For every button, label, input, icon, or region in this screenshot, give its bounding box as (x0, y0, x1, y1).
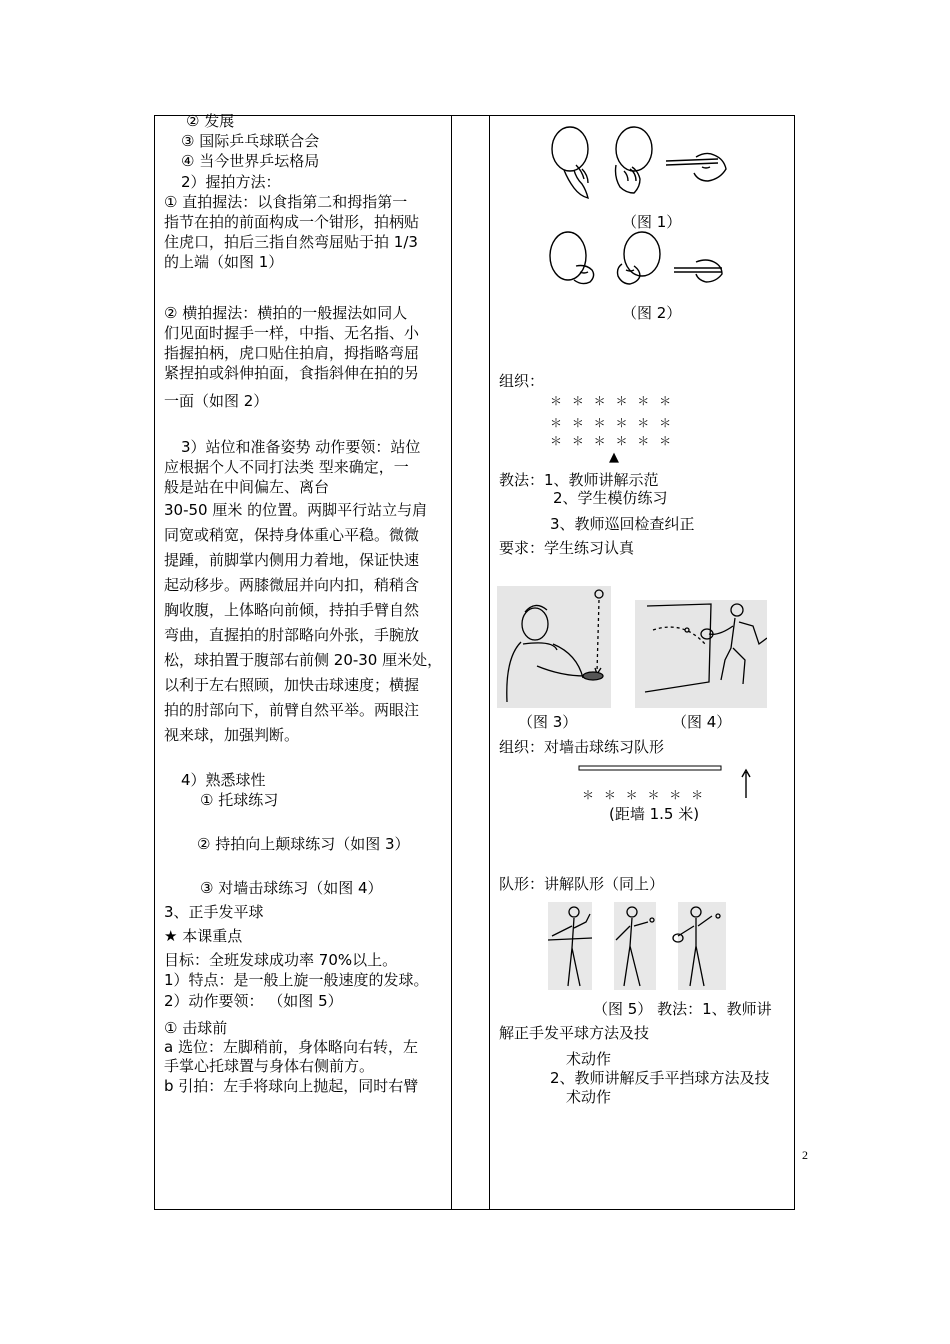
text-line: 3、正手发平球 (164, 903, 264, 921)
formation-row: ＊ ＊ ＊ ＊ ＊ ＊ (550, 416, 675, 430)
figure-caption: （图 1） (622, 213, 682, 231)
wall-practice-illustration (635, 600, 767, 708)
text-line: 们见面时握手一样，中指、无名指、小 (164, 324, 420, 342)
figure-caption: （图 2） (622, 304, 682, 322)
text-line: 手掌心托球置与身体右侧前方。 (164, 1057, 375, 1075)
text-line: 起动移步。两膝微屈并向内扣，稍稍含 (164, 576, 420, 594)
teaching-method: 2、学生模仿练习 (553, 489, 668, 507)
text-line: ③ 对墙击球练习（如图 4） (200, 879, 383, 897)
text-line: ③ 国际乒乓球联合会 (181, 132, 320, 150)
column-divider (489, 116, 490, 1209)
figure-caption: （图 4） (672, 713, 732, 731)
teaching-method: 教法：1、教师讲解示范 (499, 471, 659, 489)
text-line: 松，球拍置于腹部右前侧 20-30 厘米处， (164, 651, 443, 669)
text-line: 2）握拍方法： (181, 173, 281, 191)
text-line: ② 持拍向上颠球练习（如图 3） (197, 835, 410, 853)
requirement: 要求：学生练习认真 (499, 539, 635, 557)
text-line: ② 横拍握法：横拍的一般握法如同人 (164, 304, 408, 322)
text-line: 目标：全班发球成功率 70%以上。 (164, 951, 398, 969)
teaching-method: 2、教师讲解反手平挡球方法及技 (550, 1069, 770, 1087)
text-line: b 引拍：左手将球向上抛起，同时右臂 (164, 1077, 419, 1095)
formation-row: ＊ ＊ ＊ ＊ ＊ ＊ (550, 434, 675, 448)
formation-row: ＊ ＊ ＊ ＊ ＊ ＊ (582, 788, 707, 802)
text-line: 提踵，前脚掌内侧用力着地，保证快速 (164, 551, 420, 569)
text-line: ① 直拍握法：以食指第二和拇指第一 (164, 193, 408, 211)
text-line: 拍的肘部向下，前臂自然平举。两眼注 (164, 701, 420, 719)
shakehand-grip-illustration (546, 230, 731, 290)
text-line: 弯曲，直握拍的肘部略向外张，手腕放 (164, 626, 420, 644)
teacher-marker: ▲ (609, 450, 619, 465)
figure-caption: （图 5） 教法：1、教师讲 (593, 1000, 772, 1018)
formation-row: ＊ ＊ ＊ ＊ ＊ ＊ (550, 394, 675, 408)
text-line: 般是站在中间偏左、离台 (164, 478, 330, 496)
text-line: 的上端（如图 1） (164, 253, 284, 271)
forehand-serve-illustration (548, 902, 728, 990)
text-line: a 选位：左脚稍前，身体略向右转，左 (164, 1038, 418, 1056)
text-line: 视来球，加强判断。 (164, 726, 300, 744)
text-line: ① 击球前 (164, 1019, 228, 1037)
text-line: 2）动作要领： （如图 5） (164, 992, 343, 1010)
organization-label: 组织： (499, 372, 545, 390)
teaching-method: 术动作 (566, 1088, 612, 1106)
formation-note: 队形：讲解队形（同上） (499, 875, 665, 893)
text-line: 住虎口，拍后三指自然弯屈贴于拍 1/3 (164, 233, 418, 251)
figure-caption: （图 3） (518, 713, 578, 731)
organization-label: 组织：对墙击球练习队形 (499, 738, 665, 756)
text-line: ② 发展 (186, 112, 235, 130)
penhold-grip-illustration (546, 125, 731, 205)
column-divider (451, 116, 452, 1209)
text-line: ④ 当今世界乒坛格局 (181, 152, 320, 170)
text-line: 胸收腹，上体略向前倾，持拍手臂自然 (164, 601, 420, 619)
text-line: 指节在拍的前面构成一个钳形，拍柄贴 (164, 213, 420, 231)
text-line: 同宽或稍宽，保持身体重心平稳。微微 (164, 526, 420, 544)
distance-note: (距墙 1.5 米) (609, 805, 700, 823)
arrow-up-icon (740, 768, 752, 798)
text-line: 4）熟悉球性 (181, 771, 266, 789)
text-line: ① 托球练习 (200, 791, 279, 809)
bounce-practice-illustration (497, 586, 611, 708)
teaching-method: 术动作 (566, 1050, 612, 1068)
page-number: 2 (802, 1148, 808, 1162)
text-line: 30-50 厘米 的位置。两脚平行站立与肩 (164, 501, 428, 519)
teaching-method: 3、教师巡回检查纠正 (550, 515, 695, 533)
wall-line (578, 765, 723, 773)
text-line: 应根据个人不同打法类 型来确定，一 (164, 458, 409, 476)
text-line: 以利于左右照顾，加快击球速度；横握 (164, 676, 420, 694)
text-line: 指握拍柄，虎口贴住拍肩，拇指略弯屈 (164, 344, 420, 362)
teaching-method: 解正手发平球方法及技 (499, 1024, 650, 1042)
text-line: 3）站位和准备姿势 动作要领：站位 (181, 438, 421, 456)
text-line: ★ 本课重点 (164, 927, 243, 945)
text-line: 紧捏拍或斜伸拍面，食指斜伸在拍的另 (164, 364, 420, 382)
text-line: 一面（如图 2） (164, 392, 269, 410)
text-line: 1）特点：是一般上旋一般速度的发球。 (164, 971, 429, 989)
